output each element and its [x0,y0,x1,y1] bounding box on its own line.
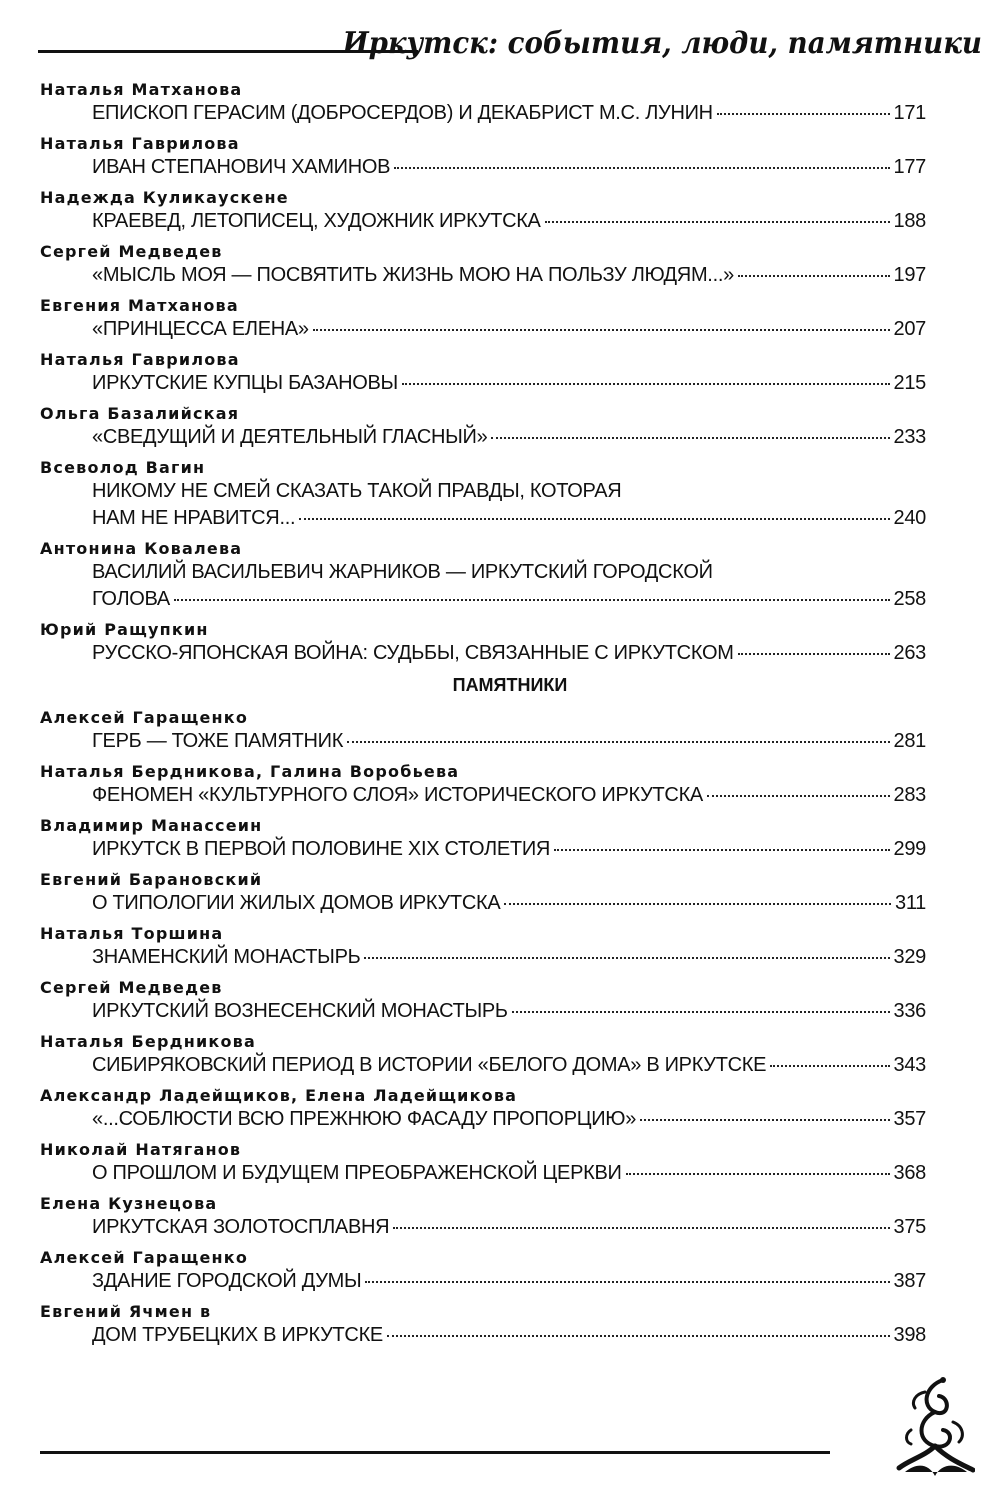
entry-title: ГОЛОВА [92,588,170,610]
entry-page-number: 311 [895,892,926,914]
entry-author: Владимир Манассеин [40,816,263,835]
dot-leader [717,113,890,115]
entry-title-row [92,505,926,532]
entry-page-number: 258 [893,588,926,610]
toc-entry [40,404,940,451]
entry-title: ЕПИСКОП ГЕРАСИМ (ДОБРОСЕРДОВ) И ДЕКАБРИСТ М.С. ЛУНИН [92,102,713,124]
entry-author: Наталья Торшина [40,924,224,943]
entry-author: Сергей Медведев [40,978,223,997]
entry-title-row [92,586,926,613]
entry-title-row [92,154,926,181]
toc-entry [40,80,940,127]
entry-page-number: 240 [893,507,926,529]
dot-leader [738,653,890,655]
dot-leader [402,383,890,385]
entry-page-number: 357 [893,1108,926,1130]
dot-leader [707,795,890,797]
entry-author: Ольга Базалийская [40,404,240,423]
entry-title-row [92,728,926,755]
toc-entry [40,296,940,343]
entry-title: «ПРИНЦЕССА ЕЛЕНА» [92,318,309,340]
entry-title-row [92,262,926,289]
toc-entry [40,1248,940,1295]
entry-title-row [92,1052,926,1079]
entry-title-row [92,1160,926,1187]
dot-leader [313,329,890,331]
entry-author: Юрий Ращупкин [40,620,209,639]
dot-leader [504,903,891,905]
entry-title-row [92,1268,926,1295]
entry-page-number: 188 [893,210,926,232]
dot-leader [393,1227,889,1229]
dot-leader [491,437,889,439]
entry-title: ИВАН СТЕПАНОВИЧ ХАМИНОВ [92,156,391,178]
entry-author: Сергей Медведев [40,242,223,261]
entry-page-number: 398 [893,1324,926,1346]
entry-title-row [92,1214,926,1241]
entry-page-number: 336 [893,1000,926,1022]
entry-author: Евгения Матханова [40,296,239,315]
entry-title: О ТИПОЛОГИИ ЖИЛЫХ ДОМОВ ИРКУТСКА [92,892,501,914]
entry-author: Евгений Барановский [40,870,263,889]
entry-author: Наталья Бердникова [40,1032,256,1051]
entry-author: Всеволод Вагин [40,458,206,477]
entry-page-number: 283 [893,784,926,806]
entry-title-row [92,1322,926,1349]
toc-entry [40,242,940,289]
entry-page-number: 263 [893,642,926,664]
entry-author: Наталья Гаврилова [40,350,240,369]
running-title: Иркутск: события, люди, памятники [342,26,982,61]
entry-title: «МЫСЛЬ МОЯ — ПОСВЯТИТЬ ЖИЗНЬ МОЮ НА ПОЛЬЗУ ЛЮДЯМ...» [92,264,734,286]
entry-page-number: 177 [893,156,926,178]
toc-entry [40,1086,940,1133]
entry-title: КРАЕВЕД, ЛЕТОПИСЕЦ, ХУДОЖНИК ИРКУТСКА [92,210,541,232]
dot-leader [640,1119,889,1121]
entry-title-row [92,836,926,863]
toc-entry [40,762,940,809]
entry-title: ИРКУТСКИЕ КУПЦЫ БАЗАНОВЫ [92,372,398,394]
dot-leader [554,849,889,851]
entry-title: СИБИРЯКОВСКИЙ ПЕРИОД В ИСТОРИИ «БЕЛОГО ДОМА» В ИРКУТСКЕ [92,1054,767,1076]
dot-leader [387,1335,890,1337]
entry-author: Николай Натяганов [40,1140,242,1159]
entry-title-row [92,100,926,127]
entry-title-row [92,782,926,809]
entry-title: ИРКУТСКИЙ ВОЗНЕСЕНСКИЙ МОНАСТЫРЬ [92,1000,508,1022]
entry-title: О ПРОШЛОМ И БУДУЩЕМ ПРЕОБРАЖЕНСКОЙ ЦЕРКВИ [92,1162,622,1184]
entry-title: «СВЕДУЩИЙ И ДЕЯТЕЛЬНЫЙ ГЛАСНЫЙ» [92,426,488,448]
entry-author: Наталья Бердникова, Галина Воробьева [40,762,460,781]
dot-leader [365,1281,889,1283]
entry-title-row [92,998,926,1025]
entry-title: ГЕРБ — ТОЖЕ ПАМЯТНИК [92,730,344,752]
entry-page-number: 343 [893,1054,926,1076]
footer-rule [40,1451,830,1454]
entry-page-number: 197 [893,264,926,286]
entry-title: ИРКУТСКАЯ ЗОЛОТОСПЛАВНЯ [92,1216,390,1238]
toc-entry [40,870,940,917]
entry-page-number: 207 [893,318,926,340]
entry-page-number: 171 [893,102,926,124]
entry-page-number: 387 [893,1270,926,1292]
entry-author: Алексей Гаращенко [40,708,249,727]
toc-entry [40,1302,940,1349]
dot-leader [545,221,890,223]
entry-title: ФЕНОМЕН «КУЛЬТУРНОГО СЛОЯ» ИСТОРИЧЕСКОГО ИРКУТСКА [92,784,703,806]
toc-entry [40,188,940,235]
dot-leader [394,167,889,169]
toc-entry [40,1194,940,1241]
floral-ornament-icon [895,1372,975,1482]
toc-entry [40,350,940,397]
entry-author: Надежда Куликаускене [40,188,289,207]
entry-author: Наталья Матханова [40,80,243,99]
entry-page-number: 329 [893,946,926,968]
toc-entry [40,978,940,1025]
table-of-contents [40,80,940,1356]
entry-title: «...СОБЛЮСТИ ВСЮ ПРЕЖНЮЮ ФАСАДУ ПРОПОРЦИЮ» [92,1108,637,1130]
toc-part-people [40,80,940,667]
entry-title-line: НИКОМУ НЕ СМЕЙ СКАЗАТЬ ТАКОЙ ПРАВДЫ, КОТОРАЯ [92,480,622,502]
entry-title: ДОМ ТРУБЕЦКИХ В ИРКУТСКЕ [92,1324,383,1346]
toc-entry [40,539,940,613]
entry-author: Елена Кузнецова [40,1194,218,1213]
entry-title-row [92,890,926,917]
toc-entry [40,708,940,755]
entry-page-number: 368 [893,1162,926,1184]
toc-entry [40,924,940,971]
entry-author: Александр Ладейщиков, Елена Ладейщикова [40,1086,518,1105]
entry-title-row [92,316,926,343]
toc-entry [40,620,940,667]
entry-author: Алексей Гаращенко [40,1248,249,1267]
toc-entry [40,1140,940,1187]
entry-title-row [92,424,926,451]
toc-entry [40,458,940,532]
page-header [38,24,982,66]
toc-part-monuments [40,708,940,1349]
entry-title: ЗНАМЕНСКИЙ МОНАСТЫРЬ [92,946,361,968]
section-heading: ПАМЯТНИКИ [452,675,568,695]
dot-leader [174,599,890,601]
entry-title-line: ВАСИЛИЙ ВАСИЛЬЕВИЧ ЖАРНИКОВ — ИРКУТСКИЙ ГОРОДСКОЙ [92,561,713,583]
entry-title-row [92,208,926,235]
entry-title-row [92,370,926,397]
entry-title-row [92,640,926,667]
entry-author: Наталья Гаврилова [40,134,240,153]
entry-author: Антонина Ковалева [40,539,243,558]
toc-entry [40,134,940,181]
entry-title-row [92,944,926,971]
dot-leader [364,957,889,959]
entry-title: НАМ НЕ НРАВИТСЯ... [92,507,296,529]
toc-entry [40,816,940,863]
entry-page-number: 281 [893,730,926,752]
entry-page-number: 375 [893,1216,926,1238]
entry-page-number: 215 [893,372,926,394]
dot-leader [299,518,889,520]
dot-leader [770,1065,889,1067]
dot-leader [626,1173,890,1175]
entry-title: ИРКУТСК В ПЕРВОЙ ПОЛОВИНЕ XIX СТОЛЕТИЯ [92,838,551,860]
dot-leader [347,741,889,743]
entry-author: Евгений Ячмен в [40,1302,212,1321]
toc-entry [40,1032,940,1079]
entry-page-number: 299 [893,838,926,860]
dot-leader [512,1011,890,1013]
entry-page-number: 233 [893,426,926,448]
entry-title-row [92,1106,926,1133]
entry-title: ЗДАНИЕ ГОРОДСКОЙ ДУМЫ [92,1270,362,1292]
dot-leader [738,275,890,277]
entry-title: РУССКО-ЯПОНСКАЯ ВОЙНА: СУДЬБЫ, СВЯЗАННЫЕ С ИРКУТСКОМ [92,642,734,664]
